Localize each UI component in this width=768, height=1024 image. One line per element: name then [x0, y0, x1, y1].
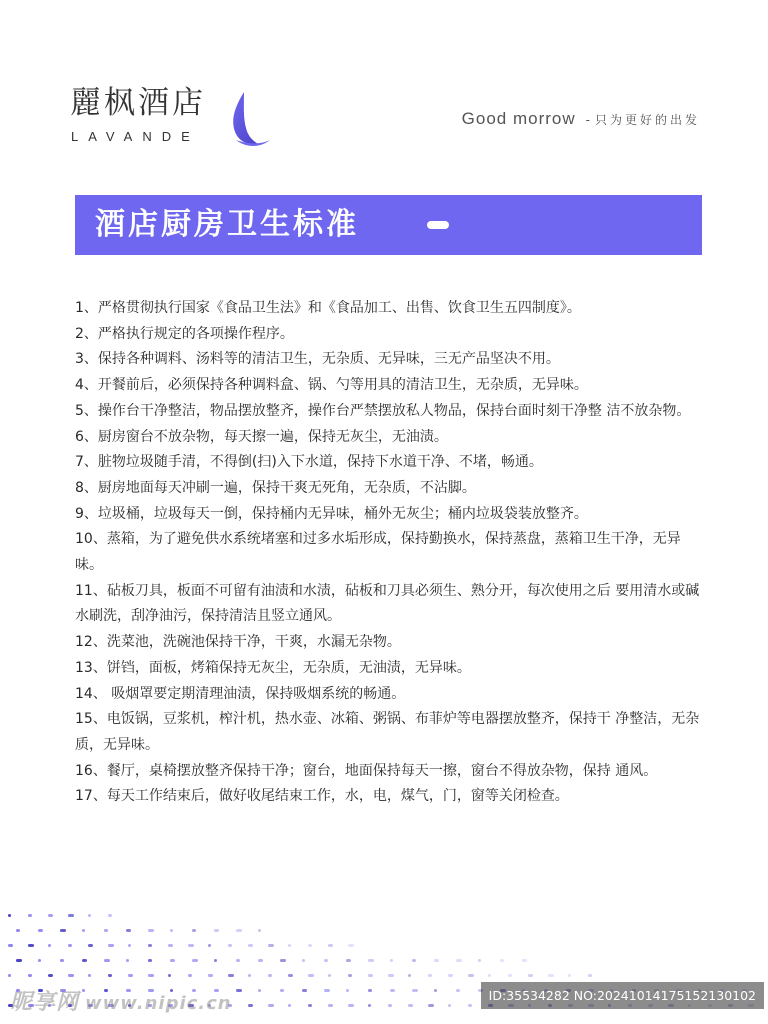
decor-dot — [258, 929, 261, 932]
decor-dot — [308, 1004, 312, 1007]
decor-dot — [412, 959, 416, 962]
decor-dot — [308, 974, 314, 977]
title-dash-decoration — [427, 221, 449, 229]
decor-dot — [390, 989, 395, 992]
decor-dot — [236, 989, 242, 992]
decor-dot — [368, 959, 374, 962]
decor-dot — [448, 1004, 451, 1007]
decor-dot — [368, 989, 372, 992]
rule-item: 12、洗菜池，洗碗池保持干净，干爽，水漏无杂物。 — [75, 634, 401, 651]
decor-dot — [48, 944, 51, 947]
decor-dot — [126, 929, 131, 932]
decor-dot — [428, 1004, 434, 1007]
decor-dot — [324, 959, 328, 962]
decor-dot — [288, 974, 293, 977]
decor-dot — [228, 944, 232, 947]
decor-dot — [28, 944, 34, 947]
decor-dot — [288, 1004, 291, 1007]
decor-dot — [268, 974, 272, 977]
decor-dot — [188, 974, 192, 977]
decor-dot — [108, 974, 112, 977]
decor-dot — [214, 929, 219, 932]
rule-item: 10、蒸箱，为了避免供水系统堵塞和过多水垢形成，保持勤换水，保持蒸盘，蒸箱卫生干净，无异味。 — [75, 531, 681, 574]
tagline-en: Good morrow — [461, 109, 576, 128]
decor-dot — [148, 974, 154, 977]
decor-dot — [324, 989, 330, 992]
decor-dot — [328, 1004, 333, 1007]
decor-dot — [348, 974, 352, 977]
rule-item: 2、严格执行规定的各项操作程序。 — [75, 325, 294, 342]
decor-dot — [192, 959, 198, 962]
decor-dot — [48, 914, 53, 917]
decor-dot — [188, 944, 194, 947]
decor-dot — [236, 929, 242, 932]
decor-dot — [68, 914, 74, 917]
decor-dot — [280, 989, 284, 992]
decor-dot — [8, 974, 11, 977]
decor-dot — [208, 974, 213, 977]
decor-dot — [408, 1004, 413, 1007]
decor-dot — [302, 959, 305, 962]
rule-item: 4、开餐前后，必须保持各种调料盒、锅、勺等用具的清洁卫生，无杂质，无异味。 — [75, 377, 588, 394]
decor-dot — [468, 974, 474, 977]
decor-dot — [328, 944, 333, 947]
decor-dot — [148, 944, 152, 947]
decor-dot — [28, 914, 32, 917]
decor-dot — [528, 974, 533, 977]
decor-dot — [428, 974, 432, 977]
watermark-id: ID:35534282 NO:20241014175152130102 — [481, 982, 764, 1009]
decor-dot — [368, 1004, 371, 1007]
decor-dot — [488, 974, 491, 977]
decor-dot — [16, 959, 22, 962]
decor-dot — [208, 944, 211, 947]
tagline — [462, 110, 700, 127]
decor-dot — [508, 974, 512, 977]
decor-dot — [568, 974, 571, 977]
decor-dot — [308, 944, 312, 947]
decor-dot — [348, 1004, 354, 1007]
rule-item: 13、饼铛，面板，烤箱保持无灰尘，无杂质，无油渍，无异味。 — [75, 659, 471, 676]
rule-item: 6、厨房窗台不放杂物，每天擦一遍，保持无灰尘，无油渍。 — [75, 428, 448, 445]
decor-dot — [390, 959, 393, 962]
decor-dot — [170, 929, 173, 932]
decor-dot — [388, 1004, 392, 1007]
lavande-logo-icon — [228, 90, 272, 148]
decor-dot — [126, 959, 129, 962]
decor-dot — [368, 974, 373, 977]
brand-name-cn: 麗枫酒店 — [70, 85, 206, 121]
rule-item: 8、厨房地面每天冲刷一遍，保持干爽无死角，无杂质，不沾脚。 — [75, 479, 476, 496]
decor-dot — [434, 989, 437, 992]
rule-item: 17、每天工作结束后，做好收尾结束工作，水，电，煤气，门，窗等关闭检查。 — [75, 788, 569, 805]
page-title: 酒店厨房卫生标准 — [95, 207, 359, 242]
decor-dot — [214, 959, 217, 962]
decor-dot — [38, 959, 41, 962]
decor-dot — [268, 1004, 274, 1007]
rules-list — [75, 296, 705, 810]
rule-item: 3、保持各种调料、汤料等的清洁卫生，无杂质、无异味，三无产品坚决不用。 — [75, 351, 560, 368]
decor-dot — [248, 974, 251, 977]
watermark-site-name: 昵享网 — [10, 990, 80, 1015]
decor-dot — [448, 974, 453, 977]
rule-item: 16、餐厅，桌椅摆放整齐保持干净；窗台，地面保持每天一擦，窗台不得放杂物，保持 通风。 — [75, 762, 658, 779]
decor-dot — [60, 959, 64, 962]
decor-dot — [236, 959, 240, 962]
decor-dot — [170, 959, 175, 962]
decor-dot — [228, 974, 234, 977]
decor-dot — [168, 974, 171, 977]
decor-dot — [60, 929, 66, 932]
decor-dot — [104, 959, 110, 962]
decor-dot — [548, 974, 554, 977]
tagline-separator: - — [585, 112, 591, 127]
decor-dot — [168, 944, 173, 947]
decor-dot — [522, 959, 527, 962]
rule-item: 9、垃圾桶，垃圾每天一倒，保持桶内无异味，桶外无灰尘；桶内垃圾袋装放整齐。 — [75, 505, 588, 522]
decor-dot — [248, 944, 253, 947]
rule-item: 14、 吸烟罩要定期清理油渍，保持吸烟系统的畅通。 — [75, 685, 406, 702]
decor-dot — [328, 974, 331, 977]
decor-dot — [104, 929, 108, 932]
decor-dot — [28, 974, 32, 977]
decor-dot — [302, 989, 307, 992]
decor-dot — [346, 959, 351, 962]
decor-dot — [346, 989, 349, 992]
decor-dot — [108, 944, 114, 947]
decor-dot — [148, 959, 152, 962]
rule-item: 7、脏物垃圾随手清，不得倒(扫)入下水道，保持下水道干净、不堵，畅通。 — [75, 454, 543, 471]
watermark-site-url: www.nipic.cn — [85, 993, 232, 1014]
decor-dot — [280, 959, 286, 962]
title-banner — [75, 195, 702, 255]
decor-dot — [88, 944, 93, 947]
decor-dot — [108, 914, 112, 917]
rule-item: 11、砧板刀具，板面不可留有油渍和水渍，砧板和刀具必须生、熟分开，每次使用之后 要用清水或碱水刷洗，刮净油污，保持清洁且竖立通风。 — [75, 582, 700, 625]
decor-dot — [408, 974, 411, 977]
decor-dot — [388, 974, 394, 977]
decor-dot — [68, 974, 74, 977]
decor-dot — [8, 944, 13, 947]
decor-dot — [82, 959, 87, 962]
decor-dot — [8, 914, 11, 917]
decor-dot — [268, 944, 274, 947]
decor-dot — [468, 1004, 472, 1007]
rule-item: 5、操作台干净整洁，物品摆放整齐，操作台严禁摆放私人物品，保持台面时刻干净整 洁不放杂物。 — [75, 402, 691, 419]
decor-dot — [128, 974, 133, 977]
decor-dot — [88, 914, 91, 917]
decor-dot — [288, 944, 291, 947]
decor-dot — [38, 929, 43, 932]
decor-dot — [68, 944, 72, 947]
decor-dot — [434, 959, 439, 962]
decor-dot — [348, 944, 354, 947]
decor-dot — [148, 929, 154, 932]
decor-dot — [82, 929, 85, 932]
decor-dot — [248, 1004, 253, 1007]
decor-dot — [478, 959, 481, 962]
decor-dot — [258, 959, 263, 962]
decor-dot — [588, 974, 592, 977]
decor-dot — [500, 959, 504, 962]
decor-dot — [88, 974, 91, 977]
tagline-cn: 只为更好的出发 — [594, 113, 700, 127]
brand-name-en: LAVANDE — [71, 129, 200, 144]
decor-dot — [456, 959, 462, 962]
rule-item: 1、严格贯彻执行国家《食品卫生法》和《食品加工、出售、饮食卫生五四制度》。 — [75, 300, 581, 316]
decor-dot — [128, 944, 131, 947]
decor-dot — [192, 929, 196, 932]
rule-item: 15、电饭锅，豆浆机，榨汁机，热水壶、冰箱、粥锅、布菲炉等电器摆放整齐，保持干 净整洁，无杂质，无异味。 — [75, 711, 700, 753]
watermark-site — [10, 985, 232, 1016]
decor-dot — [16, 929, 20, 932]
decor-dot — [456, 989, 460, 992]
decor-dot — [412, 989, 418, 992]
decor-dot — [48, 974, 53, 977]
decor-dot — [258, 989, 261, 992]
